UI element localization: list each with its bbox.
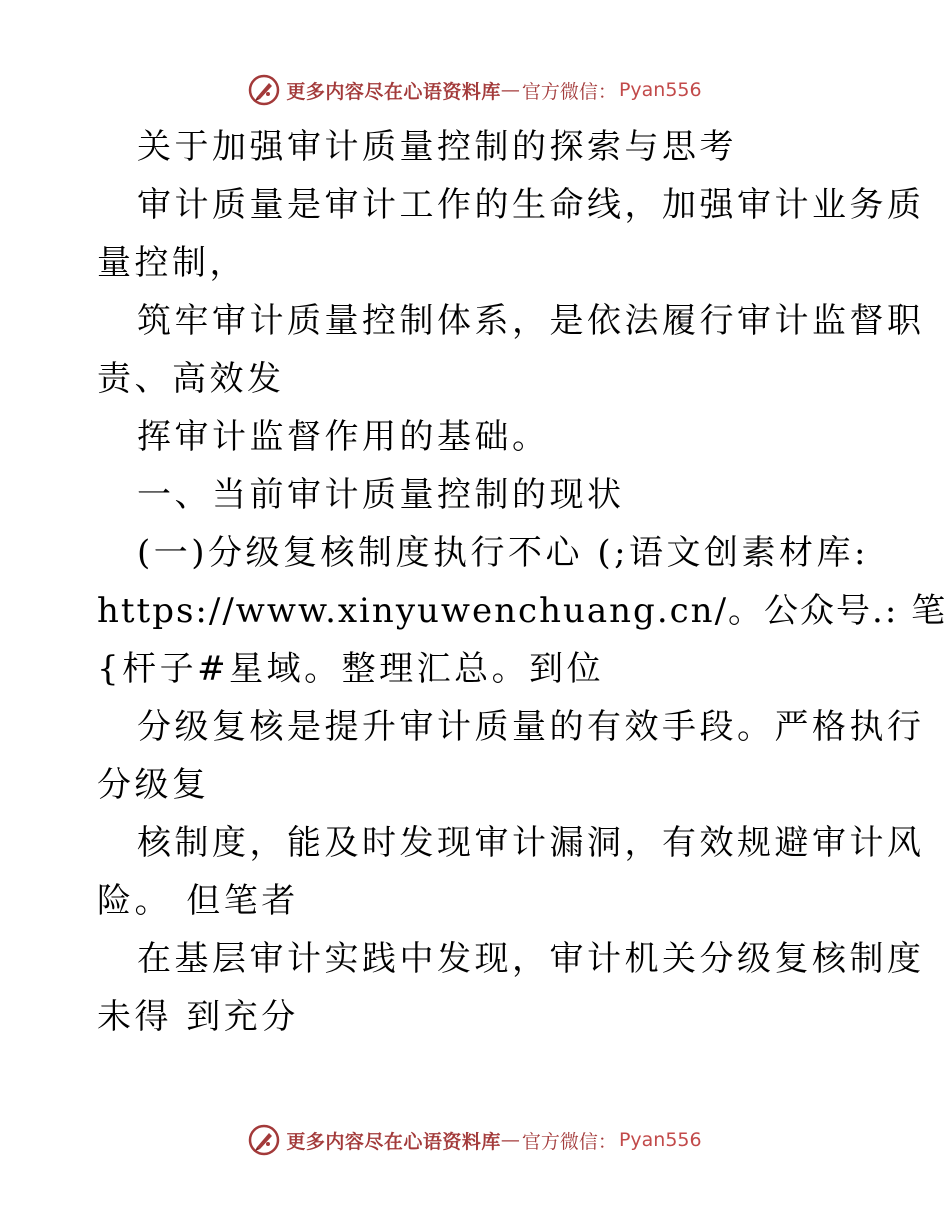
banner-separator: — [500,79,520,101]
paragraph-line: 险。 但笔者 [97,881,299,921]
banner-official-label: 官方微信： [521,1130,617,1153]
banner-title: 更多内容尽在心语资料库 [286,1130,501,1153]
banner-wechat-id: Pyan556 [618,1129,702,1151]
paragraph-line: 分级复 [97,765,210,805]
paragraph-line: 量控制， [97,243,247,283]
header-banner [0,70,950,110]
paragraph-line: 挥审计监督作用的基础。 [137,417,550,457]
banner-title: 更多内容尽在心语资料库 [286,80,501,103]
paragraph-line: https://www.xinyuwenchuang.cn/。公众号.: 笔 [97,591,948,631]
paragraph-line: 未得 到充分 [97,997,299,1037]
banner-separator: — [500,1129,520,1151]
section-heading: 一、当前审计质量控制的现状 [137,475,625,515]
paragraph-line: 在基层审计实践中发现，审计机关分级复核制度 [137,939,925,979]
pen-logo-icon [248,1124,280,1156]
paragraph-line: 筑牢审计质量控制体系，是依法履行审计监督职 [137,301,925,341]
paragraph-line: 分级复核是提升审计质量的有效手段。严格执行 [137,707,925,747]
paragraph-line: 核制度，能及时发现审计漏洞，有效规避审计风 [137,823,925,863]
paragraph-line: {杆子#星域。整理汇总。到位 [97,649,605,689]
pen-logo-icon [248,74,280,106]
paragraph-line: 审计质量是审计工作的生命线，加强审计业务质 [137,185,925,225]
document-title: 关于加强审计质量控制的探索与思考 [137,127,737,167]
paragraph-line: 责、高效发 [97,359,285,399]
banner-official-label: 官方微信： [521,80,617,103]
subsection-heading: (一)分级复核制度执行不心 (;语文创素材库: [137,533,870,573]
footer-banner [0,1120,950,1160]
document-body [97,118,948,1046]
banner-wechat-id: Pyan556 [618,79,702,101]
